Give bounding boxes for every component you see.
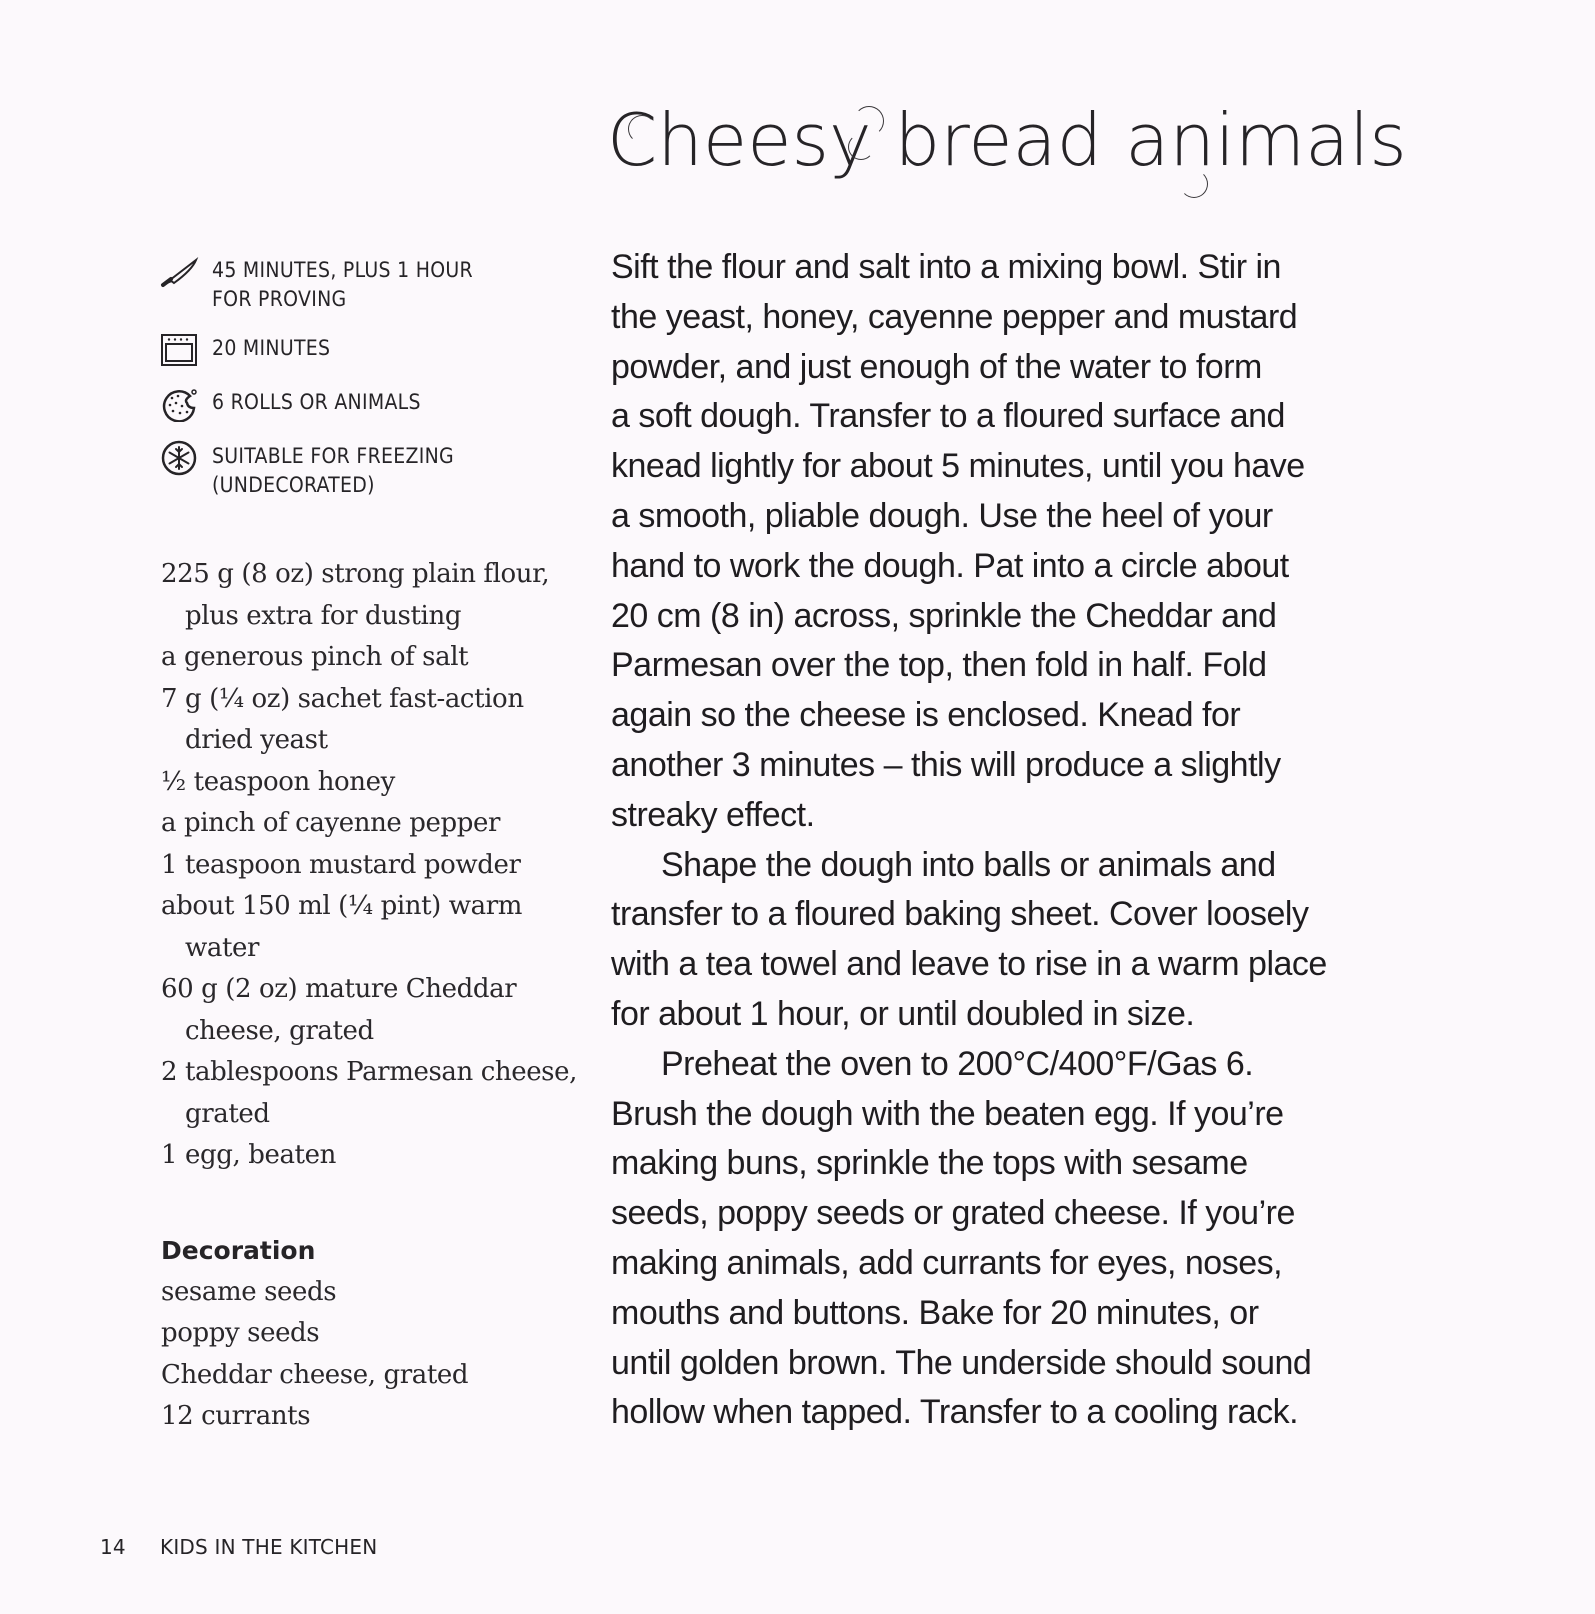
oven-icon	[160, 332, 200, 368]
page-number: 14	[100, 1535, 126, 1559]
ingredient-item: 60 g (2 oz) mature Cheddar cheese, grated	[161, 974, 517, 1046]
page-footer	[100, 1535, 377, 1559]
ingredient-item: 1 egg, beaten	[161, 1140, 336, 1170]
cook-time	[160, 334, 540, 368]
section-title: KIDS IN THE KITCHEN	[160, 1535, 378, 1559]
method-text	[611, 243, 1431, 1438]
freezing-info-text: SUITABLE FOR FREEZING (UNDECORATED)	[212, 444, 454, 497]
cookie-icon	[160, 386, 200, 422]
decoration-item: sesame seeds	[161, 1276, 337, 1307]
knife-icon	[160, 254, 200, 290]
decoration-item: 12 currants	[161, 1401, 311, 1431]
ingredient-item: 2 tablespoons Parmesan cheese, grated	[161, 1057, 577, 1129]
decoration-list	[161, 1230, 581, 1438]
page-title	[607, 98, 1407, 182]
ingredients-list	[161, 554, 581, 1177]
decoration-item: Cheddar cheese, grated	[161, 1359, 469, 1390]
ingredient-item: 1 teaspoon mustard powder	[161, 849, 521, 880]
recipe-meta-list	[160, 256, 540, 520]
method-paragraph: Preheat the oven to 200°C/400°F/Gas 6. Brush the dough with the beaten egg. If you’re making buns, sprinkle the tops with sesame seeds, poppy seeds or grated cheese. If you’re making animals, add currants for eyes, noses, mouths and buttons. Bake for 20 minutes, or until golden brown. The underside should sound hollow when tapped. Transfer to a cooling rack.	[611, 1044, 1312, 1432]
method-paragraph: Shape the dough into balls or animals and transfer to a floured baking sheet. Cover loosely with a tea towel and leave to rise in a warm place for about 1 hour, or until doubled in size.	[611, 845, 1327, 1033]
method-paragraph: Sift the flour and salt into a mixing bowl. Stir in the yeast, honey, cayenne pepper and mustard powder, and just enough of the water to form a soft dough. Transfer to a floured surface and knead lightly for about 5 minutes, until you have a smooth, pliable dough. Use the heel of your hand to work the dough. Pat into a circle about 20 cm (8 in) across, sprinkle the Cheddar and Parmesan over the top, then fold in half. Fold again so the cheese is enclosed. Knead for another 3 minutes – this will produce a slightly streaky effect.	[611, 248, 1305, 834]
freezing-info	[160, 442, 540, 500]
page-title-text: Cheesy bread animals	[607, 98, 1407, 182]
yield-text: 6 ROLLS OR ANIMALS	[212, 390, 421, 414]
ingredient-item: a pinch of cayenne pepper	[161, 808, 500, 838]
ingredient-item: about 150 ml (¼ pint) warm water	[161, 891, 522, 963]
ingredient-item: a generous pinch of salt	[161, 642, 469, 672]
ingredient-item: ½ teaspoon honey	[161, 766, 395, 797]
decoration-item: poppy seeds	[161, 1318, 320, 1348]
cook-time-text: 20 MINUTES	[212, 336, 331, 360]
yield	[160, 388, 540, 422]
ingredient-item: 7 g (¼ oz) sachet fast-action dried yeast	[161, 683, 524, 755]
prep-time-text: 45 MINUTES, PLUS 1 HOUR FOR PROVING	[212, 258, 473, 311]
decoration-heading: Decoration	[161, 1236, 316, 1265]
snowflake-icon	[160, 440, 200, 476]
ingredient-item: 225 g (8 oz) strong plain flour, plus extra for dusting	[161, 559, 550, 631]
prep-time	[160, 256, 540, 314]
